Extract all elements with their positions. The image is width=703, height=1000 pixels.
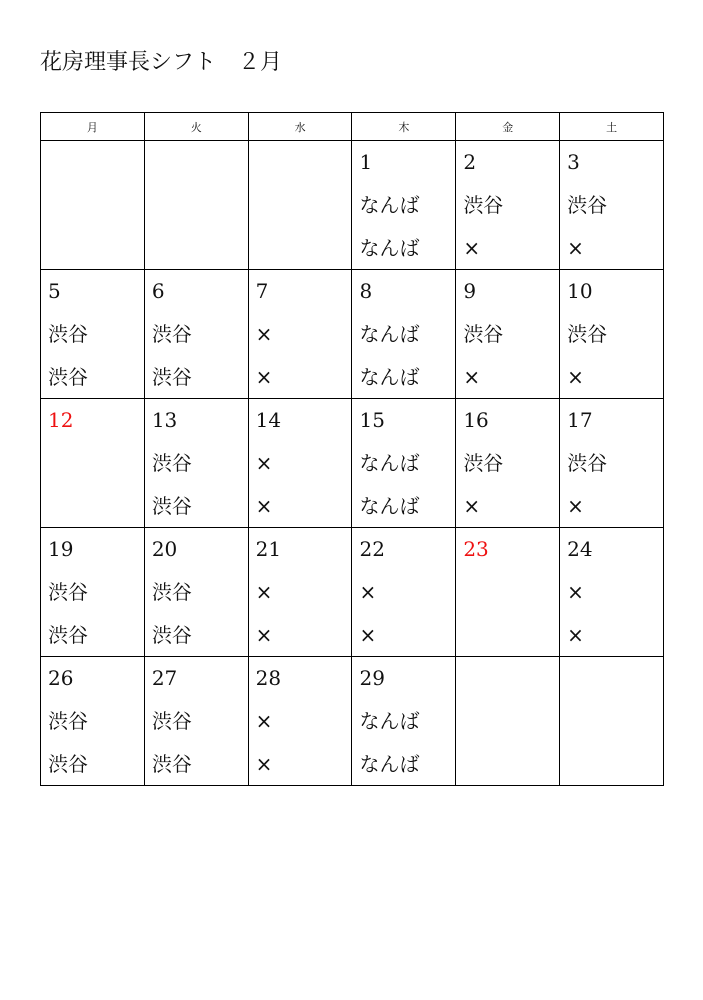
day-number: 13 bbox=[151, 408, 178, 432]
weekday-header-row bbox=[41, 113, 664, 141]
day-number: 6 bbox=[151, 279, 165, 303]
day-number bbox=[463, 663, 559, 693]
weekday-header-mon: 月 bbox=[41, 113, 145, 141]
day-cell-content bbox=[456, 399, 559, 521]
page-title: 花房理事長シフト ２月 bbox=[40, 50, 283, 75]
shift-entry: 渋谷 bbox=[151, 494, 192, 518]
shift-entry: × bbox=[567, 580, 584, 604]
day-cell-content bbox=[41, 657, 144, 779]
day-cell-content bbox=[352, 141, 455, 263]
shift-entry: 渋谷 bbox=[151, 623, 192, 647]
day-cell bbox=[41, 270, 145, 399]
shift-entry: 渋谷 bbox=[567, 451, 608, 475]
shift-entry: × bbox=[255, 451, 273, 475]
week-row bbox=[41, 528, 664, 657]
day-cell-content bbox=[145, 528, 248, 650]
shift-entry: 渋谷 bbox=[151, 451, 192, 475]
day-cell bbox=[41, 657, 145, 786]
shift-entry: 渋谷 bbox=[48, 752, 88, 776]
day-cell bbox=[560, 657, 664, 786]
shift-entry: 渋谷 bbox=[463, 193, 504, 217]
day-number: 16 bbox=[463, 408, 489, 432]
weekday-header-sat: 土 bbox=[560, 113, 664, 141]
day-cell-content bbox=[352, 657, 455, 779]
day-number: 27 bbox=[151, 666, 178, 690]
day-cell bbox=[456, 657, 560, 786]
day-cell bbox=[248, 657, 352, 786]
day-cell bbox=[456, 528, 560, 657]
week-row bbox=[41, 270, 664, 399]
shift-entry: なんば bbox=[359, 236, 420, 260]
day-cell-content bbox=[560, 141, 663, 263]
day-cell-content bbox=[249, 141, 352, 177]
day-cell bbox=[144, 657, 248, 786]
day-number: 10 bbox=[567, 279, 593, 303]
day-cell-content bbox=[560, 399, 663, 521]
day-cell bbox=[352, 141, 456, 270]
calendar-body bbox=[41, 141, 664, 786]
day-cell bbox=[41, 141, 145, 270]
day-number: 20 bbox=[151, 537, 178, 561]
shift-entry: 渋谷 bbox=[48, 365, 88, 389]
shift-entry: なんば bbox=[359, 193, 420, 217]
day-cell-content bbox=[456, 141, 559, 263]
day-number: 21 bbox=[255, 537, 282, 561]
day-cell bbox=[144, 528, 248, 657]
day-cell bbox=[144, 399, 248, 528]
day-cell-content bbox=[560, 270, 663, 392]
day-cell bbox=[560, 270, 664, 399]
weekday-header-tue: 火 bbox=[144, 113, 248, 141]
day-cell-content bbox=[41, 270, 144, 392]
shift-entry: 渋谷 bbox=[151, 365, 192, 389]
day-number: 19 bbox=[48, 537, 74, 561]
shift-entry: × bbox=[255, 709, 273, 733]
day-cell-content bbox=[249, 528, 352, 650]
day-cell-content bbox=[145, 399, 248, 521]
shift-entry: なんば bbox=[359, 752, 420, 776]
day-cell-content bbox=[456, 657, 559, 693]
shift-entry: 渋谷 bbox=[151, 322, 192, 346]
week-row bbox=[41, 657, 664, 786]
day-cell-content bbox=[456, 528, 559, 564]
day-cell-content bbox=[145, 657, 248, 779]
weekday-header-thu: 木 bbox=[352, 113, 456, 141]
day-cell-content bbox=[249, 399, 352, 521]
day-cell-content bbox=[145, 270, 248, 392]
day-cell bbox=[456, 270, 560, 399]
shift-entry: × bbox=[463, 365, 481, 389]
day-cell bbox=[560, 399, 664, 528]
shift-entry: × bbox=[255, 752, 273, 776]
shift-entry: × bbox=[359, 580, 377, 604]
day-cell bbox=[41, 399, 145, 528]
day-number: 14 bbox=[255, 408, 282, 432]
shift-entry: なんば bbox=[359, 494, 420, 518]
day-number bbox=[152, 147, 248, 177]
day-cell bbox=[456, 141, 560, 270]
day-number-holiday: 23 bbox=[463, 537, 489, 561]
day-cell-content bbox=[352, 528, 455, 650]
day-number: 1 bbox=[359, 150, 373, 174]
shift-entry: 渋谷 bbox=[567, 193, 608, 217]
day-cell bbox=[248, 270, 352, 399]
shift-entry: × bbox=[255, 322, 273, 346]
shift-entry: 渋谷 bbox=[48, 709, 88, 733]
weekday-header-wed: 水 bbox=[248, 113, 352, 141]
shift-entry: × bbox=[463, 236, 481, 260]
day-cell bbox=[560, 141, 664, 270]
shift-entry: × bbox=[359, 623, 377, 647]
shift-entry: 渋谷 bbox=[567, 322, 608, 346]
day-number-holiday: 12 bbox=[48, 408, 74, 432]
weekday-header-fri: 金 bbox=[456, 113, 560, 141]
day-cell bbox=[248, 528, 352, 657]
shift-entry: 渋谷 bbox=[48, 580, 88, 604]
shift-entry: なんば bbox=[359, 709, 420, 733]
day-cell-content bbox=[249, 657, 352, 779]
shift-entry: × bbox=[567, 494, 584, 518]
day-number bbox=[48, 147, 144, 177]
day-number: 8 bbox=[359, 279, 373, 303]
day-cell-content bbox=[560, 528, 663, 650]
day-cell bbox=[41, 528, 145, 657]
day-number: 2 bbox=[463, 150, 477, 174]
day-cell-content bbox=[249, 270, 352, 392]
day-cell-content bbox=[41, 399, 144, 435]
shift-entry: × bbox=[255, 494, 273, 518]
shift-entry: 渋谷 bbox=[151, 580, 192, 604]
shift-entry: × bbox=[463, 494, 481, 518]
day-number: 9 bbox=[463, 279, 477, 303]
day-number: 5 bbox=[48, 279, 61, 303]
day-cell bbox=[144, 270, 248, 399]
day-number: 28 bbox=[255, 666, 282, 690]
day-number: 17 bbox=[567, 408, 593, 432]
day-cell bbox=[248, 141, 352, 270]
day-number: 26 bbox=[48, 666, 74, 690]
day-cell bbox=[352, 270, 456, 399]
shift-entry: × bbox=[255, 365, 273, 389]
day-number: 7 bbox=[255, 279, 269, 303]
day-cell-content bbox=[145, 141, 248, 177]
day-cell bbox=[456, 399, 560, 528]
shift-entry: なんば bbox=[359, 365, 420, 389]
shift-entry: × bbox=[255, 580, 273, 604]
shift-entry: × bbox=[567, 623, 584, 647]
shift-calendar bbox=[40, 112, 664, 786]
day-cell-content bbox=[41, 141, 144, 177]
day-cell bbox=[144, 141, 248, 270]
week-row bbox=[41, 141, 664, 270]
week-row bbox=[41, 399, 664, 528]
shift-entry: 渋谷 bbox=[463, 322, 504, 346]
day-cell bbox=[248, 399, 352, 528]
day-number: 3 bbox=[567, 150, 580, 174]
day-cell-content bbox=[456, 270, 559, 392]
shift-entry: 渋谷 bbox=[48, 322, 88, 346]
shift-entry: なんば bbox=[359, 451, 420, 475]
day-number bbox=[256, 147, 352, 177]
shift-entry: 渋谷 bbox=[151, 709, 192, 733]
day-number: 29 bbox=[359, 666, 385, 690]
day-cell bbox=[352, 399, 456, 528]
day-cell bbox=[352, 657, 456, 786]
shift-entry: × bbox=[255, 623, 273, 647]
shift-entry: × bbox=[567, 236, 584, 260]
day-cell-content bbox=[560, 657, 663, 693]
day-number: 24 bbox=[567, 537, 593, 561]
day-number bbox=[567, 663, 663, 693]
day-cell-content bbox=[352, 270, 455, 392]
day-cell-content bbox=[352, 399, 455, 521]
shift-entry: なんば bbox=[359, 322, 420, 346]
day-cell-content bbox=[41, 528, 144, 650]
shift-entry: 渋谷 bbox=[151, 752, 192, 776]
shift-entry: 渋谷 bbox=[48, 623, 88, 647]
shift-entry: × bbox=[567, 365, 584, 389]
day-number: 22 bbox=[359, 537, 385, 561]
day-number: 15 bbox=[359, 408, 385, 432]
shift-entry: 渋谷 bbox=[463, 451, 504, 475]
day-cell bbox=[352, 528, 456, 657]
day-cell bbox=[560, 528, 664, 657]
